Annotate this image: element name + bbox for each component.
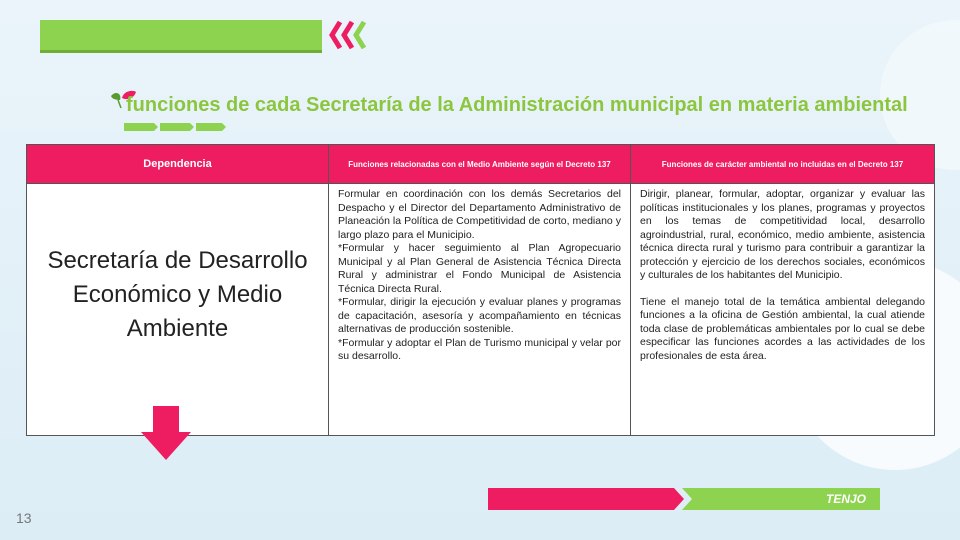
down-arrow-icon [141, 406, 191, 460]
table-header-row [27, 145, 935, 184]
function-paragraph: *Formular, dirigir la ejecución y evaluar planes y programas de capacitación, asesoría y acompañamiento en técnicas alternativas de producción sostenible. [338, 296, 621, 335]
function-paragraph: *Formular y adoptar el Plan de Turismo municipal y velar por su desarrollo. [338, 336, 621, 362]
dependency-cell [27, 184, 329, 436]
function-paragraph: Tiene el manejo total de la temática ambiental delegando funciones a la oficina de Gestión ambiental, la cual atiende toda clase de problemáticas ambientales por lo cual se debe especificar las funciones acordes a las actividades de los profesionales de esta área. [640, 295, 925, 362]
dependency-name: Secretaría de Desarrollo Económico y Medio Ambiente [47, 246, 308, 342]
function-paragraph: Dirigir, planear, formular, adoptar, organizar y evaluar las políticas institucionales y los planes, programas y proyectos en los temas de competitividad local, desarrollo agroindustrial, rural, económico, medio ambiente, asistencia técnica directa rural y turismo para contribuir a garantizar la protección y ejercicio de los derechos sociales, económicos y culturales de los habitantes del Municipio. [640, 188, 925, 281]
other-functions-cell [631, 184, 935, 436]
function-paragraph: Formular en coordinación con los demás Secretarios del Despacho y el Director del Departamento Administrativo de Planeación la Política de Competitividad de corto, mediano y largo plazo para el Municipio. [338, 188, 621, 241]
top-green-bar [40, 20, 322, 53]
tenjo-logo: TENJO [826, 492, 867, 506]
header-dependencia: Dependencia [27, 145, 329, 184]
functions-table [26, 144, 935, 436]
header-other-functions: Funciones de carácter ambiental no incluidas en el Decreto 137 [631, 145, 935, 184]
chevron-icon [328, 18, 378, 52]
table-row [27, 184, 935, 436]
title-underline-arrows [124, 122, 234, 132]
decree-functions-cell [329, 184, 631, 436]
slide-header [108, 88, 908, 118]
page-number: 13 [16, 510, 32, 526]
slide-title: funciones de cada Secretaría de la Administración municipal en materia ambiental [126, 94, 908, 116]
header-decree-functions: Funciones relacionadas con el Medio Ambiente según el Decreto 137 [329, 145, 631, 184]
function-paragraph: *Formular y hacer seguimiento al Plan Agropecuario Municipal y al Plan General de Asistencia Técnica Directa Rural y administrar el Fondo Municipal de Asistencia Técnica Directa Rural. [338, 242, 621, 295]
